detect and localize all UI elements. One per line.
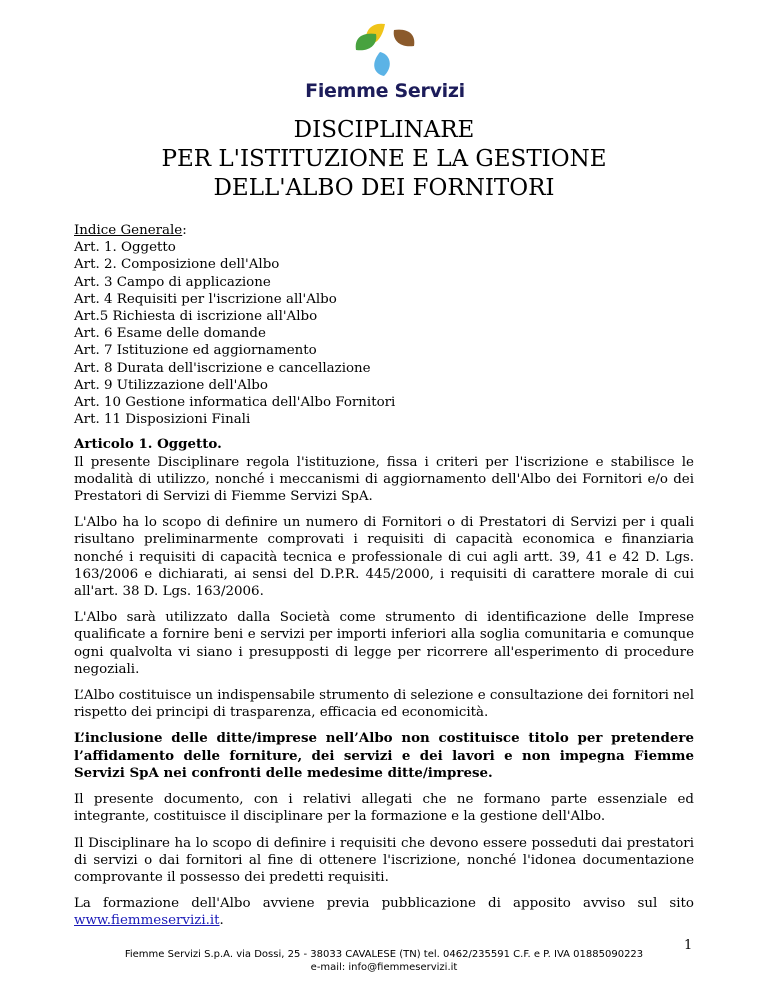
footer-email: e-mail: info@fiemmeservizi.it xyxy=(310,962,458,973)
toc-item[interactable]: Art. 4 Requisiti per l'iscrizione all'Albo xyxy=(74,291,337,307)
toc-heading: Indice Generale xyxy=(74,223,183,238)
logo-wordmark: Fiemme Servizi xyxy=(305,80,465,102)
toc-item[interactable]: Art. 6 Esame delle domande xyxy=(74,326,266,342)
logo-icon xyxy=(350,20,420,82)
title-line-3: DELL'ALBO DEI FORNITORI xyxy=(213,175,555,201)
toc-item[interactable]: Art. 2. Composizione dell'Albo xyxy=(74,257,280,273)
toc-item[interactable]: Art. 7 Istituzione ed aggiornamento xyxy=(74,343,317,359)
footer-address: Fiemme Servizi S.p.A. via Dossi, 25 - 38033 CAVALESE (TN) tel. 0462/235591 C.F. e P. IVA 01885090223 xyxy=(124,949,644,960)
article-1-paragraph: L'Albo ha lo scopo di definire un numero di Fornitori o di Prestatori di Servizi per i quali risultano preliminarmente comprovati i requisiti di capacità economica e finanziaria nonché i requisiti di capacità tecnica e professionale di cui agli artt. 39, 41 e 42 D. Lgs. 163/2006 e dichiarati, ai sensi del D.P.R. 445/2000, i requisiti di carattere morale di cui all'art. 38 D. Lgs. 163/2006. xyxy=(74,515,694,600)
article-1-paragraph: L’Albo costituisce un indispensabile strumento di selezione e consultazione dei fornitori nel rispetto dei principi di trasparenza, efficacia ed economicità. xyxy=(74,688,694,721)
document-body xyxy=(74,222,694,939)
toc-item[interactable]: Art. 1. Oggetto xyxy=(74,240,176,256)
page-footer xyxy=(74,948,694,974)
toc-item[interactable]: Art. 10 Gestione informatica dell'Albo Fornitori xyxy=(74,395,396,411)
title-line-2: PER L'ISTITUZIONE E LA GESTIONE xyxy=(161,146,607,172)
document-title xyxy=(74,116,694,203)
article-1-paragraph-website: La formazione dell'Albo avviene previa pubblicazione di apposito avviso sul sito www.fiemmeservizi.it. xyxy=(74,896,694,929)
article-1-paragraph: Il presente documento, con i relativi allegati che ne formano parte essenziale ed integrante, costituisce il disciplinare per la formazione e la gestione dell'Albo. xyxy=(74,792,694,825)
article-1-bold-paragraph: L’inclusione delle ditte/imprese nell’Albo non costituisce titolo per pretendere l’affidamento delle forniture, dei servizi e dei lavori e non impegna Fiemme Servizi SpA nei confronti delle medesime ditte/imprese. xyxy=(74,730,694,781)
toc-item[interactable]: Art. 9 Utilizzazione dell'Albo xyxy=(74,377,268,393)
article-1-heading: Articolo 1. Oggetto. xyxy=(74,436,222,453)
article-1-paragraph: Il Disciplinare ha lo scopo di definire i requisiti che devono essere posseduti dai prestatori di servizi o dai fornitori al fine di ottenere l'iscrizione, nonché l'idonea documentazione comprovante il possesso dei predetti requisiti. xyxy=(74,835,694,885)
toc-item[interactable]: Art. 11 Disposizioni Finali xyxy=(74,412,251,428)
table-of-contents xyxy=(74,222,694,428)
toc-item[interactable]: Art.5 Richiesta di iscrizione all'Albo xyxy=(74,309,318,325)
website-link[interactable]: www.fiemmeservizi.it xyxy=(74,913,220,929)
toc-item[interactable]: Art. 3 Campo di applicazione xyxy=(74,274,271,290)
article-1-paragraph: L'Albo sarà utilizzato dalla Società come strumento di identificazione delle Imprese qualificate a fornire beni e servizi per importi inferiori alla soglia comunitaria e comunque ogni qualvolta vi siano i presupposti di legge per ricorrere all'esperimento di procedure negoziali. xyxy=(74,610,694,677)
company-logo xyxy=(300,20,470,106)
toc-item[interactable]: Art. 8 Durata dell'iscrizione e cancellazione xyxy=(74,360,371,376)
page-number: 1 xyxy=(684,938,693,953)
title-line-1: DISCIPLINARE xyxy=(293,117,475,143)
toc-heading-row: Indice Generale: xyxy=(74,223,187,238)
website-sentence: La formazione dell'Albo avviene previa pubblicazione di apposito avviso sul sito xyxy=(74,896,694,912)
article-1-paragraph: Il presente Disciplinare regola l'istituzione, fissa i criteri per l'iscrizione e stabilisce le modalità di utilizzo, nonché i meccanismi di aggiornamento dell'Albo dei Fornitori e/o dei Prestatori di Servizi di Fiemme Servizi SpA. xyxy=(74,454,694,505)
